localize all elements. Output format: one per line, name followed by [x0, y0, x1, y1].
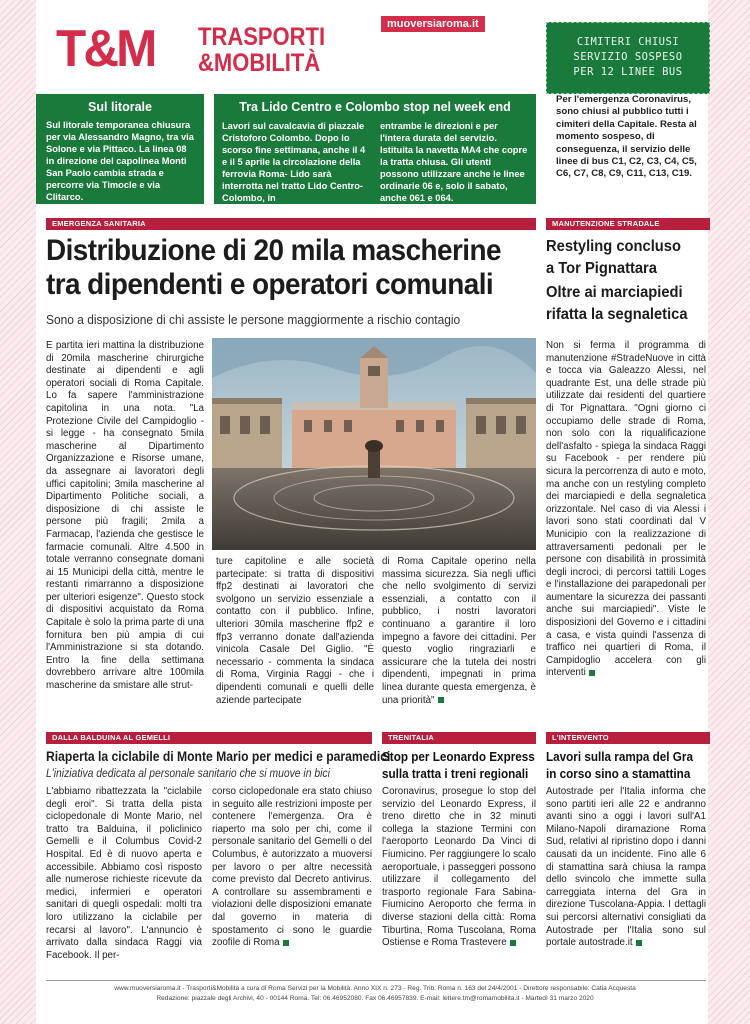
intervento-body-text: Autostrade per l'Italia informa che sono partiti ieri alle 22 e andranno avanti sino a oggi i lavori sull'A1 Milano-Napoli diramazione Roma Sud, relativi al ripristino dopo i danni causati da un incidente. Fino alle 6 di stamattina sarà chiusa la rampa dello svincolo che immette sulla carreggiata interna del Gra in direzione Tuscolana-Appia. I dettagli sui percorsi alternativi consigliati da Autostrade per l'Italia sono sul portale autostrade.it [546, 786, 706, 949]
end-mark-icon [510, 940, 516, 946]
logo-line-1: TRASPORTI [198, 23, 326, 51]
logo-line-2: &MOBILITÀ [198, 49, 321, 77]
lido-card [214, 94, 536, 204]
main-headline [46, 234, 536, 302]
trenitalia-section-label: TRENITALIA [382, 732, 536, 744]
notice-title-1: CIMITERI CHIUSI [576, 36, 680, 48]
side-headline-line-2: a Tor Pignattara [546, 260, 657, 277]
side-headline-line-1: Restyling concluso [546, 238, 681, 255]
balduina-section-label: DALLA BALDUINA AL GEMELLI [46, 732, 372, 744]
main-subhead: Sono a disposizione di chi assiste le persone maggiormente a rischio contagio [46, 312, 461, 327]
side-subhead-line-1: Oltre ai marciapiedi [546, 284, 683, 301]
masthead-logo[interactable] [50, 14, 376, 86]
litorale-body: Sul litorale temporanea chiusura per via Alessandro Magno, tra via Solone e via Pittaco. La linea 08 in direzione del capolinea Monti San Paolo cambia strada e percorre via Timocle e via Clitarco. [46, 120, 194, 202]
lido-col-2: entrambe le direzioni e per l'intera durata del servizio. Istituita la navetta MA4 che copre la tratta chiusa. Gli utenti possono utilizzare anche le linee ordinarie 06 e, solo il sabato, anche 061 e 064. [380, 121, 528, 203]
footer-line-2: Redazione: piazzale degli Archivi, 40 - 00144 Roma. Tel: 06.46952080. Fax 06.46957839. E-mail: lettere.tm@romamobilita.it - Martedì 31 marzo 2020 [156, 995, 594, 1002]
balduina-headline: Riaperta la ciclabile di Monte Mario per medici e paramedici [46, 749, 391, 764]
side-subhead-line-2: rifatta la segnaletica [546, 306, 688, 323]
trenitalia-body [382, 786, 536, 976]
intervento-headline [546, 748, 697, 782]
intervento-headline-line-1: Lavori sulla rampa del Gra [546, 749, 693, 764]
balduina-col-2 [212, 786, 372, 976]
side-section-label: MANUTENZIONE STRADALE [546, 218, 710, 230]
lido-title: Tra Lido Centro e Colombo stop nel week end [239, 100, 511, 114]
footer-line-1: www.muoversiaroma.it - Trasporti&Mobilità a cura di Roma Servizi per la Mobilità. Anno XIX n. 273 - Reg. Trib. Roma n. 163 del 24/4/2001 - Direttore responsabile: Catia Acquesta [114, 985, 636, 992]
main-col-1: È partita ieri mattina la distribuzione di 20mila mascherine chirurgiche destinate ai dipendenti e agli operatori sociali di Roma Capitale. Lo fa sapere l'amministrazione capitolina in una nota. "La Protezione Civile del Campidoglio - si legge - ha consegnato 5mila mascherine al Dipartimento Organizzazione e Risorse umane, da assegnare ai lavoratori degli uffici capitolini; 3mila mascherine al Dipartimento Politiche sociali, a disposizione di chi assiste le persone più fragili; 2mila a Farmacap, l'azienda che gestisce le farmacie comunali. Altre 4.500 in totale verranno consegnate domani ai 15 Municipi della città, mentre le restanti rimarranno a disposizione per ulteriori esigenze". Questo stock di dispositivi acquistato da Roma Capitale è solo la prima parte di una fornitura ben più ampia di cui l'Amministrazione si sta dotando. Entro la fine della settimana dovrebbero arrivare altre 100mila mascherine da smistare alle strut- [46, 340, 204, 692]
footer [40, 984, 710, 1004]
main-headline-line-1: Distribuzione di 20 mila mascherine [46, 234, 501, 267]
intervento-body [546, 786, 706, 976]
side-body-text: Non si ferma il programma di manutenzione #StradeNuove in città e tocca via Galeazzo Alessi, nel quadrante Est, una delle strade più utilizzate dai residenti del quartiere di Tor Pignattara. "Ogni giorno ci occupiamo delle strade di Roma, non solo con la riqualificazione dell'asfalto - spiega la sindaca Raggi su Facebook - per rendere più sicura la percorrenza di auto e moto, ma anche con un restyling completo dei marciapiedi e della segnaletica orizzontale. Nel caso di via Alessi i lavori sono stati coordinati dal V Municipio con la realizzazione di attraversamenti pedonali per le persone con disabilità in prossimità degli incroci, di percorsi tattili Loges e l'installazione dei parapedonali per aumentare la sicurezza dei passanti anche sui marciapiedi". Viste le disposizioni del Governo e i cittadini a casa, e vista quindi l'assenza di traffico nei quartieri di Roma, il Campidoglio accelera con gli interventi [546, 340, 706, 679]
main-headline-line-2: tra dipendenti e operatori comunali [46, 268, 494, 301]
logo-mark: T&M [56, 20, 155, 78]
site-url-link[interactable]: muoversiaroma.it [381, 16, 485, 32]
notice-title-2: SERVIZIO SOSPESO [573, 51, 683, 63]
notice-title-3: PER 12 LINEE BUS [573, 66, 683, 78]
intervento-section-label: L'INTERVENTO [546, 732, 710, 744]
notice-body: Per l'emergenza Coronavirus, sono chiusi al pubblico tutti i cimiteri della Capitale. Resta al momento sospeso, di conseguenza, il servizio delle linee di bus C1, C2, C3, C4, C5, C6, C7, C8, C9, C11, C13, C19. [556, 94, 706, 204]
footer-divider [46, 980, 706, 981]
intervento-headline-line-2: in corso sino a stamattina [546, 766, 691, 781]
trenitalia-headline-line-2: sulla tratta i treni regionali [382, 766, 529, 781]
side-body [546, 340, 706, 724]
main-col-3 [382, 556, 536, 724]
side-subhead [546, 282, 701, 326]
side-headline [546, 236, 701, 280]
end-mark-icon [438, 697, 444, 703]
end-mark-icon [589, 670, 595, 676]
trenitalia-body-text: Coronavirus, prosegue lo stop del servizio del Leonardo Express, il treno diretto che in 32 minuti collega la stazione Termini con l'aeroporto Leonardo Da Vinci di Fiumicino. Per raggiungere lo scalo aeroportuale, i passeggeri possono utilizzare il collegamento del trasporto regionale Fara Sabina-Fiumicino Aeroporto che ferma in diverse stazioni della città: Roma Tiburtina, Roma Tuscolana, Roma Ostiense e Roma Trastevere [382, 786, 536, 949]
end-mark-icon [283, 940, 289, 946]
main-col-2: ture capitoline e alle società partecipate: si tratta di dispositivi ffp2 destinati ai lavoratori che svolgono un servizio essenziale a contatto con il pubblico. Infine, ulteriori 30mila mascherine ffp2 e ffp3 verranno donate dall'azienda vinicola Casale Del Giglio. "È necessario - commenta la sindaca di Roma, Virginia Raggi - che i dipendenti comunali e quelli delle aziende partecipate [216, 556, 374, 706]
balduina-col-1: L'abbiamo ribattezzata la "ciclabile degli eroi". Si tratta della pista ciclopedonale di Monte Mario, nel tratto tra Balduina, il policlinico Gemelli e il Columbus Covid-2 Hospital. Ed è di nuovo aperta e accessibile. Abbiamo così risposto alle numerose richieste ricevute da medici, infermieri e operatori sanitari di quegli ospedali: molti tra loro utilizzano la ciclabile per recarsi al lavoro". L'annuncio è arrivato dalla sindaca Raggi via Facebook. Il per- [46, 786, 202, 961]
trenitalia-headline-line-1: Stop per Leonardo Express [382, 749, 535, 764]
main-col-3-text: di Roma Capitale operino nella massima sicurezza. Sia negli uffici che nello svolgimento di servizi essenziali, a contatto con il pubblico, i nostri lavoratori continuano a garantire il loro impegno a favore dei cittadini. Per questo voglio ringraziarli e assicurare che la tutela dei nostri dipendenti, impegnati in prima linea durante questa emergenza, è una priorità" [382, 556, 536, 706]
balduina-subhead: L'iniziativa dedicata al personale sanitario che si muove in bici [46, 768, 330, 780]
litorale-card [36, 94, 204, 204]
notice-banner [546, 22, 710, 94]
trenitalia-headline [382, 748, 535, 782]
end-mark-icon [636, 940, 642, 946]
campidoglio-photo [212, 338, 536, 550]
litorale-title: Sul litorale [88, 100, 152, 114]
balduina-col-2-text: corso ciclopedonale era stato chiuso in seguito alle restrizioni imposte per contenere l'emergenza. Ora è riaperto ma solo per chi, come il personale sanitario del Gemelli o del Columbus, è autorizzato a muoversi per lavoro o per altre necessità come previsto dal Decreto antivirus. A controllare su assembramenti e violazioni delle disposizioni emanate dal governo in materia di spostamento ci sono le guardie zoofile di Roma [212, 786, 372, 949]
lido-col-1: Lavori sul cavalcavia di piazzale Cristoforo Colombo. Dopo lo scorso fine settimana, anche il 4 e il 5 aprile la circolazione della ferrovia Roma- Lido sarà interrotta nel tratto Lido Centro-Colombo, in [222, 121, 366, 203]
main-section-label: EMERGENZA SANITARIA [46, 218, 536, 230]
